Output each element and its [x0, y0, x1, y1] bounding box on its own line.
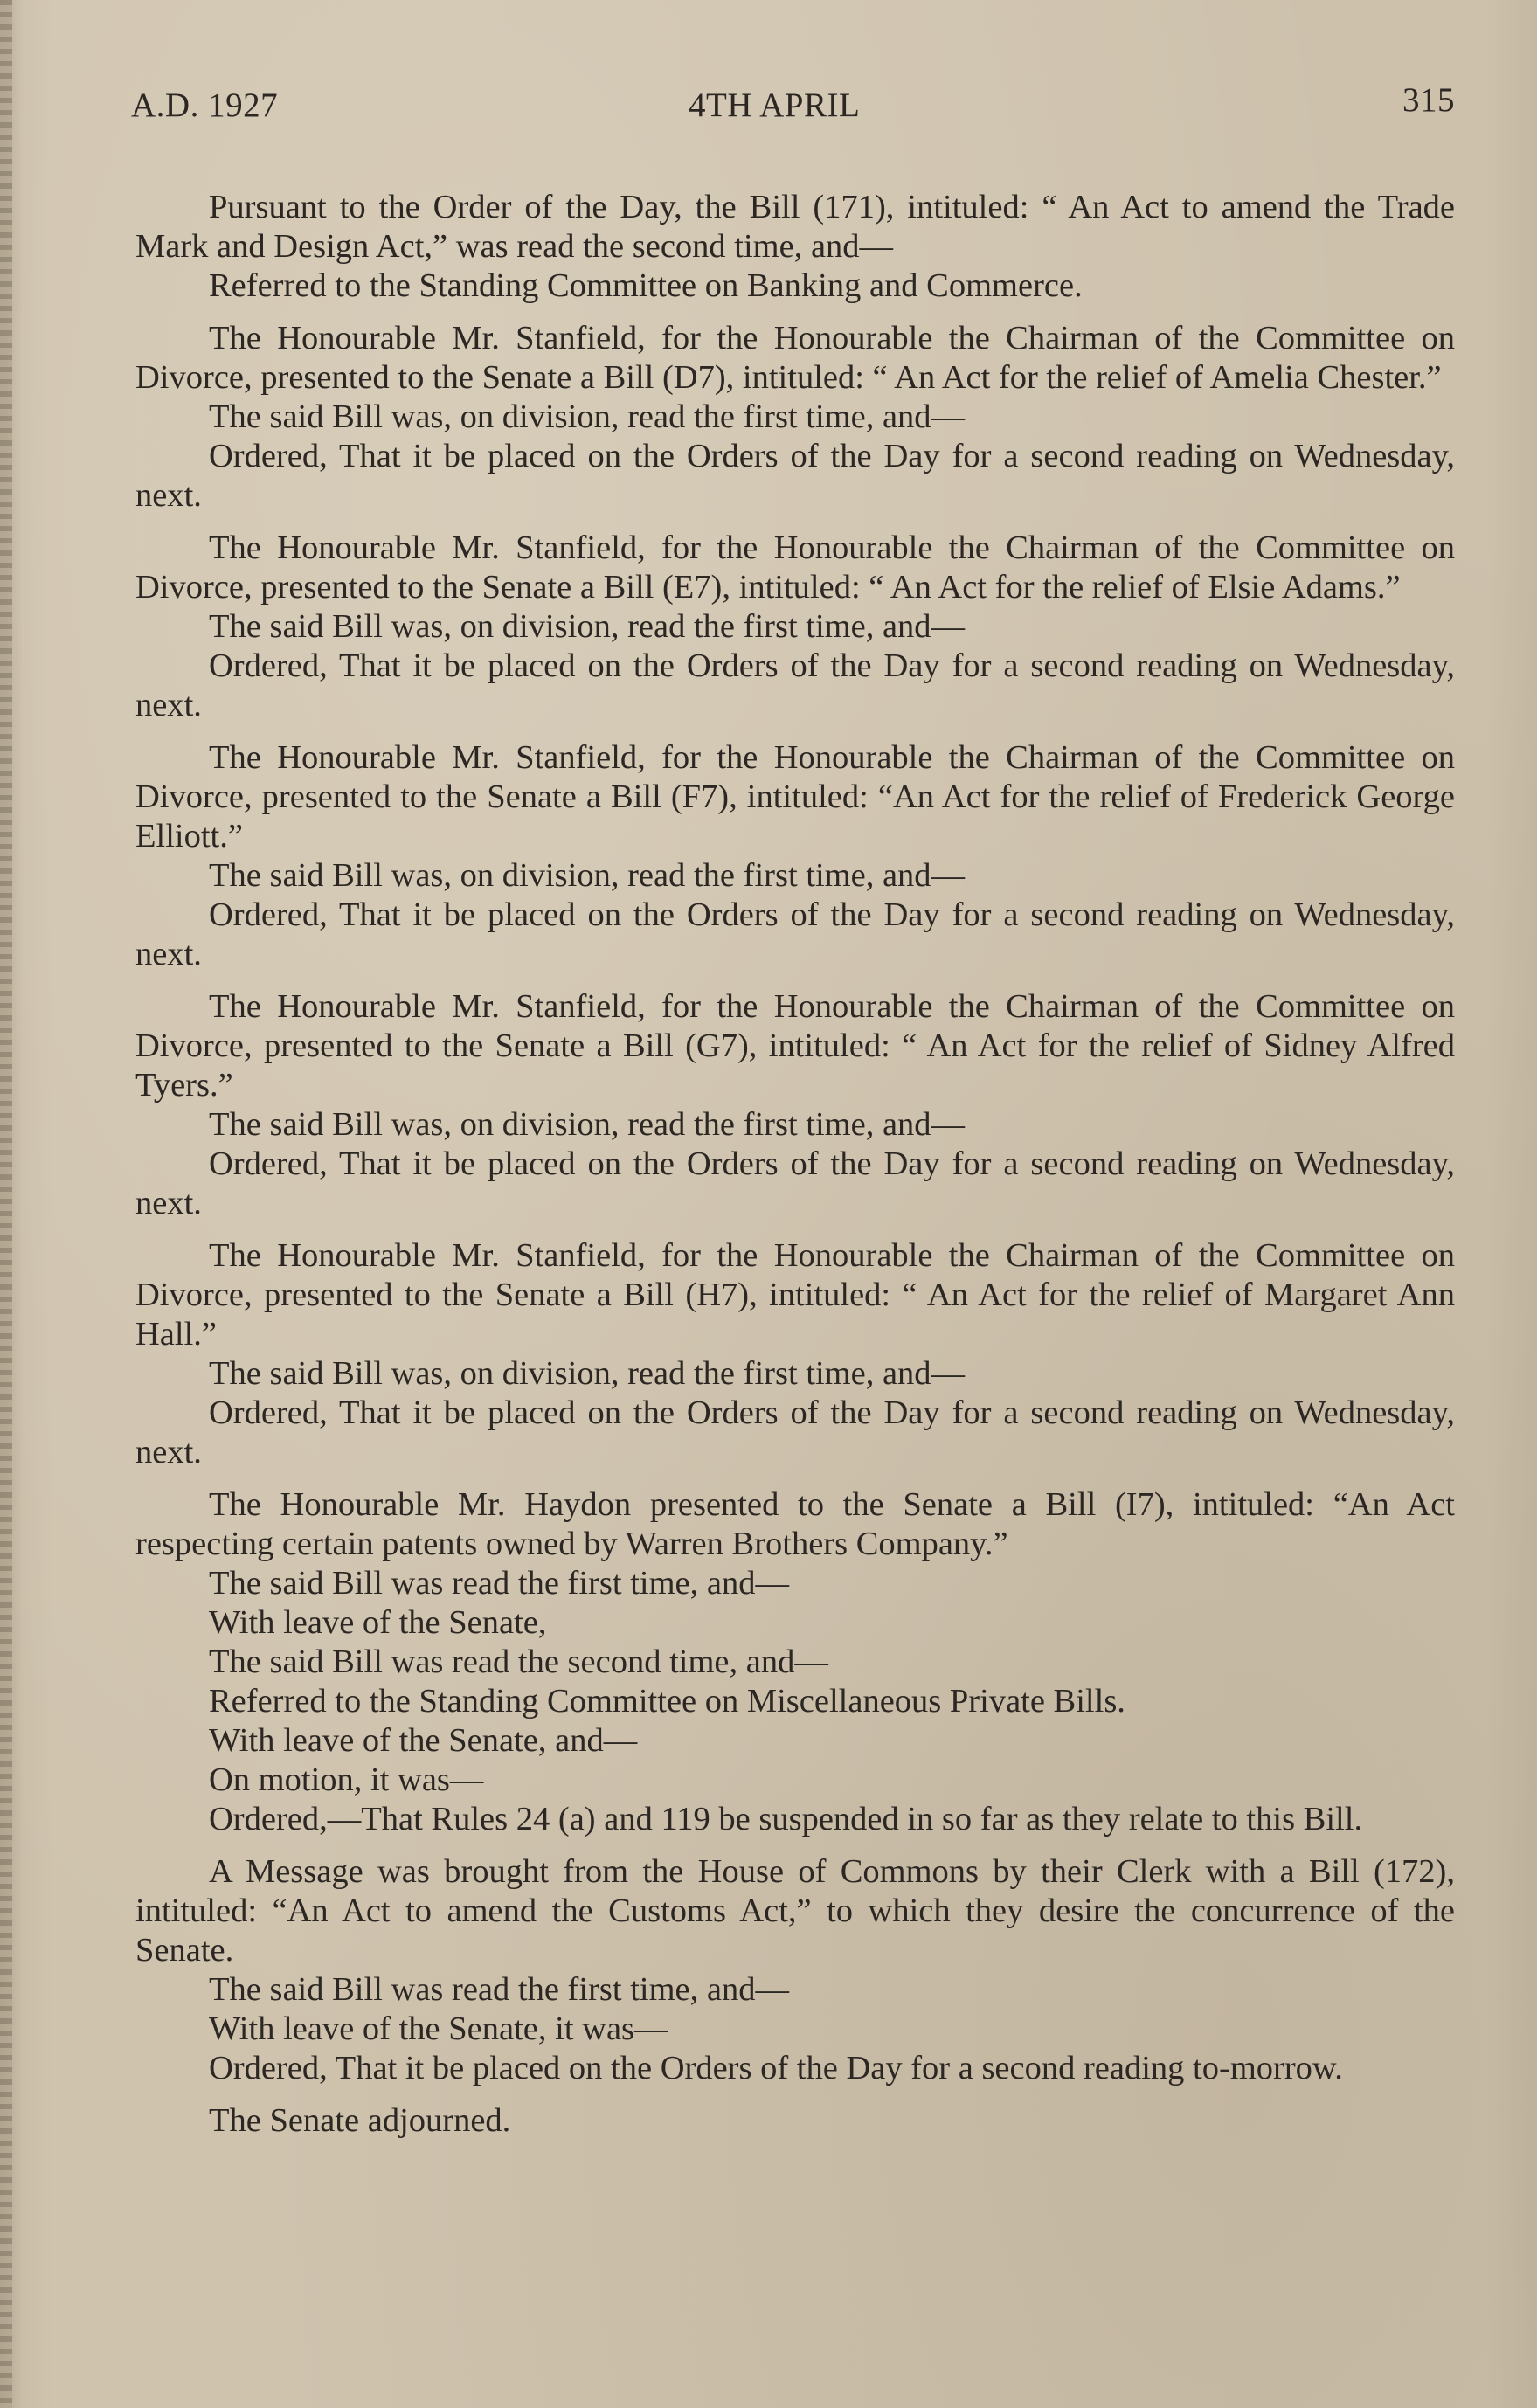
paragraph-line: The said Bill was, on division, read the first time, and— [209, 398, 966, 435]
paragraph-line: On motion, it was— [209, 1761, 484, 1798]
paragraph-bill-f7 [135, 738, 1455, 974]
paragraph-line: The Honourable Mr. Stanfield, for the Honourable the Chairman of the Committee on Divorce, presented to the Senate a Bill (D7), intituled: “ An Act for the relief of Amelia Chester.” [135, 320, 1455, 396]
page-number: 315 [1402, 81, 1455, 119]
paragraph-line: A Message was brought from the House of Commons by their Clerk with a Bill (172), intituled: “An Act to amend the Customs Act,” to which they desire the concurrence of the Senate. [135, 1853, 1455, 1969]
paragraph-line: The Honourable Mr. Stanfield, for the Honourable the Chairman of the Committee on Divorce, presented to the Senate a Bill (E7), intituled: “ An Act for the relief of Elsie Adams.” [135, 529, 1455, 605]
paragraph-line: The Honourable Mr. Haydon presented to the Senate a Bill (I7), intituled: “An Act respecting certain patents owned by Warren Brothers Company.” [135, 1486, 1455, 1562]
paragraph-line: Referred to the Standing Committee on Miscellaneous Private Bills. [209, 1683, 1125, 1720]
paragraph-line: The said Bill was, on division, read the first time, and— [209, 857, 966, 894]
paragraph-line: The Senate adjourned. [209, 2102, 511, 2139]
paragraph-line: The said Bill was read the first time, and— [209, 1565, 789, 1602]
paragraph-line: Ordered, That it be placed on the Orders of the Day for a second reading on Wednesday, next. [135, 438, 1455, 514]
paragraph-line: With leave of the Senate, [209, 1604, 547, 1641]
running-head [131, 81, 1455, 138]
paragraph-line: With leave of the Senate, it was— [209, 2010, 668, 2047]
paragraph-message-bill-172 [135, 1852, 1455, 2088]
paragraph-bill-i7 [135, 1485, 1455, 1839]
paragraph-line: The said Bill was, on division, read the first time, and— [209, 1106, 966, 1143]
paragraph-line: The said Bill was, on division, read the first time, and— [209, 1355, 966, 1392]
paragraph-bill-g7 [135, 987, 1455, 1223]
paragraph-line: The said Bill was read the second time, and— [209, 1643, 828, 1680]
paragraph-adjournment [135, 2101, 1455, 2141]
binding-edge [0, 0, 12, 2408]
paragraph-bill-171 [135, 188, 1455, 306]
paragraph-bill-e7 [135, 529, 1455, 725]
paragraph-line: Referred to the Standing Committee on Banking and Commerce. [209, 267, 1083, 304]
paragraph-bill-d7 [135, 319, 1455, 516]
paragraph-line: The said Bill was read the first time, and— [209, 1971, 789, 2008]
paragraph-line: Ordered,—That Rules 24 (a) and 119 be suspended in so far as they relate to this Bill. [209, 1801, 1363, 1837]
paragraph-line: Ordered, That it be placed on the Orders of the Day for a second reading to-morrow. [209, 2050, 1343, 2086]
paragraph-line: Ordered, That it be placed on the Orders of the Day for a second reading on Wednesday, next. [135, 896, 1455, 972]
journal-body [135, 188, 1455, 2154]
paragraph-line: The Honourable Mr. Stanfield, for the Honourable the Chairman of the Committee on Divorce, presented to the Senate a Bill (F7), intituled: “An Act for the relief of Frederick George Elliott.” [135, 739, 1455, 855]
paragraph-line: Ordered, That it be placed on the Orders of the Day for a second reading on Wednesday, next. [135, 1145, 1455, 1221]
header-date: 4TH APRIL [689, 86, 861, 124]
paragraph-line: Ordered, That it be placed on the Orders of the Day for a second reading on Wednesday, next. [135, 1394, 1455, 1470]
paragraph-line: Pursuant to the Order of the Day, the Bill (171), intituled: “ An Act to amend the Trade Mark and Design Act,” was read the second time, and— [135, 189, 1455, 265]
paragraph-line: The Honourable Mr. Stanfield, for the Honourable the Chairman of the Committee on Divorce, presented to the Senate a Bill (G7), intituled: “ An Act for the relief of Sidney Alfred Tyers.” [135, 988, 1455, 1104]
paragraph-line: With leave of the Senate, and— [209, 1722, 638, 1759]
paragraph-line: Ordered, That it be placed on the Orders of the Day for a second reading on Wednesday, next. [135, 647, 1455, 723]
header-year: A.D. 1927 [131, 86, 279, 124]
paragraph-line: The said Bill was, on division, read the first time, and— [209, 608, 966, 645]
paragraph-line: The Honourable Mr. Stanfield, for the Honourable the Chairman of the Committee on Divorce, presented to the Senate a Bill (H7), intituled: “ An Act for the relief of Margaret Ann Hall.” [135, 1237, 1455, 1353]
paragraph-bill-h7 [135, 1236, 1455, 1472]
